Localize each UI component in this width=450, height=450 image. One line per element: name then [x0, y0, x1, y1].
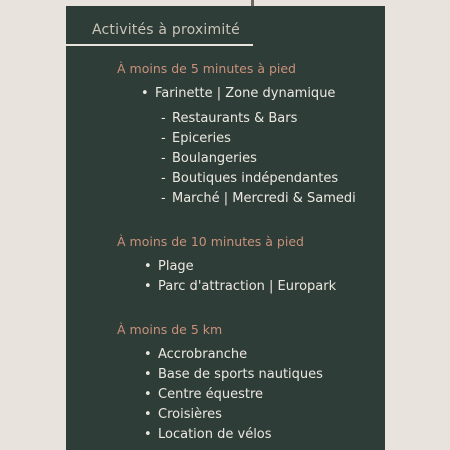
- sub-list-item: [161, 151, 257, 166]
- sub-list-item: [161, 191, 356, 206]
- dash-marker: -: [161, 131, 166, 146]
- section-title-5-min: À moins de 5 minutes à pied: [117, 61, 296, 76]
- list-item-label: Accrobranche: [158, 347, 248, 362]
- list-item: [144, 407, 222, 422]
- dash-marker: -: [161, 151, 166, 166]
- bullet-marker: •: [144, 407, 152, 422]
- sub-list-item: [161, 171, 338, 186]
- sub-list-item: [161, 111, 297, 126]
- section-title-5-km: À moins de 5 km: [117, 322, 223, 337]
- section-title-10-min: À moins de 10 minutes à pied: [117, 234, 304, 249]
- list-item: [144, 387, 263, 402]
- sub-list-item-label: Restaurants & Bars: [172, 111, 298, 126]
- sub-list-item-label: Marché | Mercredi & Samedi: [172, 191, 356, 206]
- list-item: [144, 367, 323, 382]
- dash-marker: -: [161, 171, 166, 186]
- bullet-marker: •: [144, 367, 152, 382]
- dash-marker: -: [161, 111, 166, 126]
- sub-list-item-label: Boutiques indépendantes: [172, 171, 339, 186]
- title-underline: [66, 44, 253, 46]
- page-title: Activités à proximité: [92, 22, 240, 38]
- sub-list-item: [161, 131, 231, 146]
- sub-list-item-label: Boulangeries: [172, 151, 257, 166]
- list-item: [144, 427, 272, 442]
- list-item: [144, 279, 336, 294]
- sub-list-item-label: Epiceries: [172, 131, 231, 146]
- bullet-marker: •: [141, 86, 149, 101]
- list-item: [141, 86, 335, 101]
- bullet-marker: •: [144, 259, 152, 274]
- list-item-label: Parc d'attraction | Europark: [158, 279, 337, 294]
- list-item: [144, 259, 194, 274]
- dash-marker: -: [161, 191, 166, 206]
- list-item-label: Location de vélos: [158, 427, 272, 442]
- list-item: [144, 347, 247, 362]
- list-item-label: Farinette | Zone dynamique: [155, 86, 336, 101]
- list-item-label: Croisières: [158, 407, 222, 422]
- list-item-label: Centre équestre: [158, 387, 264, 402]
- bullet-marker: •: [144, 387, 152, 402]
- list-item-label: Base de sports nautiques: [158, 367, 323, 382]
- bullet-marker: •: [144, 347, 152, 362]
- bullet-marker: •: [144, 279, 152, 294]
- bullet-marker: •: [144, 427, 152, 442]
- list-item-label: Plage: [158, 259, 194, 274]
